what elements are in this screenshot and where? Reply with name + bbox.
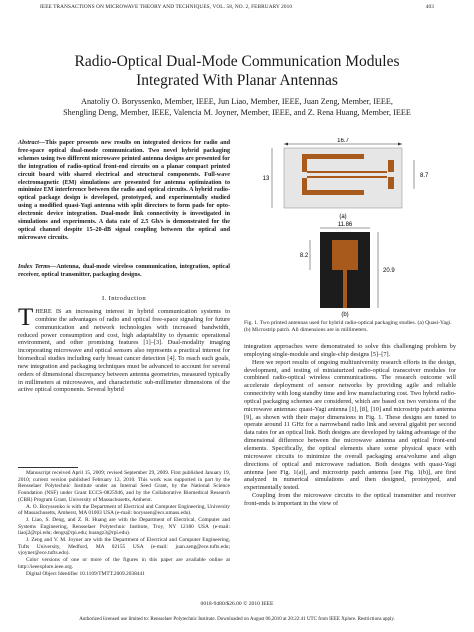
footnote: Color versions of one or more of the figures in this paper are available online at http://ieeexplore.ieee.org. [18,557,230,570]
running-header [40,4,434,10]
journal-header: IEEE TRANSACTIONS ON MICROWAVE THEORY AND TECHNIQUES, VOL. 58, NO. 2, FEBRUARY 2010 [40,4,293,10]
dim-label-b-patch: 8.2 [299,253,309,259]
footnote: A. O. Boryssenko is with the Department of Electrical and Computer Engineering, University of Massachusetts, Amherst, MA 01003 USA (e-mail: boryssen@ecs.umass.edu). [18,503,230,517]
abstract [18,140,230,243]
subfigure-label-a: (a) [339,214,347,220]
title-line-1: Radio-Optical Dual-Mode Communication Modules [74,53,400,70]
intro-lead: HERE IS [35,308,62,315]
dim-label-a-height: 13 [262,176,270,182]
page-number: 403 [425,4,434,10]
paper-title [0,52,474,90]
figure-caption: Fig. 1. Two printed antennas used for hybrid radio-optical packaging studies. (a) Quasi-Yagi. (b) Microstrip patch. All dimensions are in millimeters. [244,320,452,333]
abstract-label: Abstract [18,140,39,146]
dipole-arm-lower [302,190,364,195]
index-terms [18,264,230,280]
dipole-arm-upper [302,154,364,159]
arrow-head [284,143,288,146]
dim-label-a-director: 8.7 [420,173,429,179]
feed-line [307,171,387,173]
right-column-text [244,343,456,508]
microstrip-feed [343,270,347,308]
dipole-arm-bend [302,178,307,195]
section-heading: I. Introduction [101,295,147,302]
footnote-divider [18,467,78,468]
footnote: J. Liao, S. Deng, and Z. R. Huang are with the Department of Electrical, Computer and Systems Engineering, Rensselaer Polytechnic Institute, Troy, NY 12180 USA (e-mail: liaoj2@rpi.edu; dengs@rpi.edu; huangz3@rpi.edu). [18,516,230,537]
director-pad-lower [388,177,394,189]
dim-label-a-width: 16.7 [337,138,349,144]
author-list [0,96,474,118]
introduction-text [18,304,230,394]
arrow-head [398,143,402,146]
patch-element [332,240,358,270]
director-pad-upper [388,160,394,172]
subfigure-label-b: (b) [341,312,349,318]
title-line-2: Integrated With Planar Antennas [136,72,338,89]
drop-cap: T [18,304,34,331]
dipole-arm-bend [302,154,307,172]
paragraph: Coupling from the microwave circuits to the optical transmitter and receiver front-ends is important in the view of [244,492,456,507]
paragraph: integration approaches were demonstrated to solve this challenging problem by employing single-module and single-chip designs [5]–[7]. [244,343,456,358]
copyright-line: 0018-9480/$26.00 © 2010 IEEE [200,601,274,607]
authors-line-2: Shengling Deng, Member, IEEE, Valencia M. Joyner, Member, IEEE, and Z. Rena Huang, Member, IEEE [63,108,411,117]
footnote: Digital Object Identifier 10.1109/TMTT.2009.2038441 [26,570,145,577]
authors-line-1: Anatoliy O. Boryssenko, Member, IEEE, Jun Liao, Member, IEEE, Juan Zeng, Member, IEEE, [81,97,393,106]
figure-1 [244,138,456,318]
figure-1b-microstrip-patch [300,222,396,318]
index-terms-text: —Antenna, dual-mode wireless communication, integration, optical receiver, optical transmitter, packaging designs. [18,264,230,278]
dim-label-b-width: 11.86 [337,222,353,228]
footnote: Manuscript received April 15, 2009; revised September 29, 2009. First published January 19, 2010; current version published February 12, 2010. This work was supported in part by the Rensselaer Polytechnic Institute under an Internal Seed Grant, by the National Science Foundation (NSF) under Grant ECCS-0825946, and by the Collaborative Biomedical Research (CBR) Program Grant, University of Massachusetts, Amherst. [18,470,230,503]
footnote: J. Zeng and V. M. Joyner are with the Department of Electrical and Computer Engineering, Tufts University, Medford, MA 02155 USA (e-mail: juan.zeng@ece.tufts.edu; vjoyner@ece.tufts.edu). [18,537,230,557]
abstract-text: —This paper presents new results on integrated devices for radio and free-space optical dual-mode communication. Two novel hybrid packaging schemes using two different microwave printed antenna designs are presented for the integration of radio-optical front-end circuits on a planar compact printed circuit board with shared electrical and structural components. Full-wave electromagnetic (EM) simulations are presented for antenna optimization to minimize EM interference between the radio and optical circuits. A hybrid radio-optical package design is developed, prototyped, and experimentally studied using a modified quasi-Yagi antenna with split directors to form pads for opto-electronic device integration. Dual-mode link connectivity is investigated in simulations and experiments. A data rate of 2.5 Gb/s is demonstrated for the optical channel despite 15–20-dB signal coupling between the optical and microwave circuits. [18,140,230,241]
feed-line [307,176,387,178]
paragraph: Here we report results of ongoing multiuniversity research efforts in the design, development, and testing of miniaturized radio-optical transceiver modules for combined radio-optical wireless communications. The research outcome will accelerate deployment of sensor networks by providing agile and reliable connectivity with long standby time and low manufacturing cost. Two hybrid radio-optical packaging schemes are considered, which are based on two versions of the microwave antennas: quasi-Yagi antenna [1], [8], [10] and microstrip patch antenna [9], as shown with their major dimensions in Fig. 1. These designs are tuned to operate around 11 GHz for a narrowband radio link and several gigabit per second data rates for an optical link. Both designs are developed by taking advantage of the dimensional difference between the microwave antenna and optical front-end elements. Specifically, the optical elements share some physical space with microwave circuits to minimize the overall packaging area/volume and align directions of optical and microwave radiation. Both designs with quasi-Yagi antenna [see Fig. 1(a)], and microstrip patch antenna [see Fig. 1(b)], are first analyzed in numerical simulations and then designed, prototyped, and experimentally tested. [244,358,456,492]
license-footer: Authorized licensed use limited to: Rensselaer Polytechnic Institute. Downloaded on August 06,2010 at 20:22:41 UTC from IEEE Xplore. Restrictions apply. [79,617,395,622]
index-terms-label: Index Terms [18,264,51,270]
figure-1a-quasi-yagi [263,138,429,220]
footnotes [18,470,230,577]
dim-label-b-height: 20.9 [383,268,395,274]
intro-body: an increasing interest in hybrid communication systems to combine the advantages of radio and optical free-space signaling for future communication and network technologies with increased bandwidth, reduced power consumption and cost, high adaptability to dynamic operational environment, and other promising features [1]–[3]. Dual-modality imaging incorporating microwave and optical sensors also represents a practical interest for biomedical studies including early breast cancer detection [4]. To reach such goals, new integration and packaging techniques must be advanced to account for several orders of dimensional discrepancy between antenna geometries, measured typically in millimeters at microwaves, and characteristic sub-millimeter dimensions of the active optical components. Several hybrid [18,308,230,394]
